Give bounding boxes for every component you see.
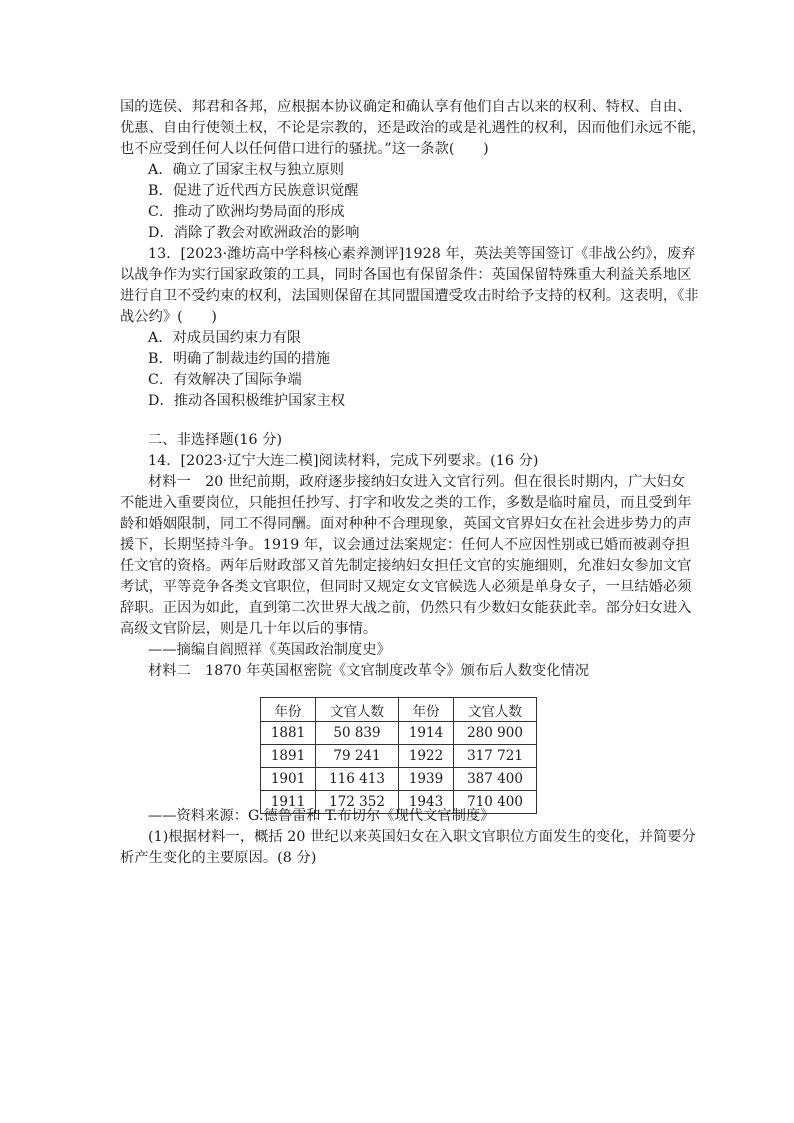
q13-option-c: C．有效解决了国际争端 [148,372,302,388]
q13-option-a: A．对成员国约束力有限 [148,330,302,346]
material1-line-5: 任文官的资格。两年后财政部又首先制定接纳妇女担任文官的实施细则，允准妇女参加文官 [120,558,692,574]
table-header-cell: 年份 [399,698,454,722]
table-header-cell: 文官人数 [454,698,537,722]
civil-servant-table [260,697,537,814]
sub-question-1-line-1: (1)根据材料一，概括 20 世纪以来英国妇女在入职文官职位方面发生的变化，并简要分 [148,829,696,845]
material1-line-8: 高级文官阶层，则是几十年以后的事情。 [120,621,378,637]
material2-title: 材料二 1870 年英国枢密院《文官制度改革令》颁布后人数变化情况 [148,663,590,679]
q12-option-d: D．消除了教会对欧洲政治的影响 [148,225,360,241]
table-cell: 317 721 [454,745,537,768]
table-cell: 172 352 [316,791,399,814]
q13-stem-line-2: 以战争作为实行国家政策的工具，同时各国也有保留条件：英国保留特殊重大利益关系地区 [120,267,692,283]
material1-line-1: 材料一 20 世纪前期，政府逐步接纳妇女进入文官行列。但在很长时期内，广大妇女 [148,474,686,490]
table-header-cell: 年份 [261,698,316,722]
table-cell: 1901 [261,768,316,791]
table-cell: 1881 [261,722,316,745]
q12-option-c: C．推动了欧洲均势局面的形成 [148,204,345,220]
material1-line-6: 考试，平等竞争各类文官职位，但同时又规定女文官候选人必须是单身女子，一旦结婚必须 [120,579,692,595]
q14-intro: 14．[2023·辽宁大连二模]阅读材料，完成下列要求。(16 分) [148,453,539,469]
table-cell: 50 839 [316,722,399,745]
table-cell: 710 400 [454,791,537,814]
q13-stem-line-3: 进行自卫不受约束的权利，法国则保留在其同盟国遭受攻击时给予支持的权利。这表明，《非 [120,288,699,304]
q13-stem-line-4: 战公约》( ) [120,309,217,325]
q12-option-b: B．促进了近代西方民族意识觉醒 [148,183,359,199]
table-header-row [261,698,537,722]
material2-source: ——资料来源：G.德鲁雷和 T.布切尔《现代文官制度》 [148,808,495,824]
table-cell: 1914 [399,722,454,745]
q13-option-d: D．推动各国积极维护国家主权 [148,393,346,409]
table-cell: 79 241 [316,745,399,768]
material1-line-4: 援下，长期坚持斗争。1919 年，议会通过法案规定：任何人不应因性别或已婚而被剥夺担 [120,537,690,553]
table-cell: 1911 [261,791,316,814]
material1-line-2: 不能进入重要岗位，只能担任抄写、打字和收发之类的工作，多数是临时雇员，而且受到年 [120,495,692,511]
table-cell: 387 400 [454,768,537,791]
table-cell: 1939 [399,768,454,791]
q13-option-b: B．明确了制裁违约国的措施 [148,351,330,367]
table-cell: 280 900 [454,722,537,745]
material1-line-7: 辞职。正因为如此，直到第二次世界大战之前，仍然只有少数妇女能获此幸。部分妇女进入 [120,600,692,616]
table-cell: 116 413 [316,768,399,791]
table-cell: 1922 [399,745,454,768]
q12-text-line-2: 优惠、自由行使领土权，不论是宗教的，还是政治的或是礼遇性的权利，因而他们永远不能， [120,120,706,136]
table-row [261,722,537,745]
table-row [261,745,537,768]
section-title: 二、非选择题(16 分) [148,432,283,448]
sub-question-1-line-2: 析产生变化的主要原因。(8 分) [120,850,317,866]
table-row [261,768,537,791]
material1-source: ——摘编自阎照祥《英国政治制度史》 [148,642,391,658]
table-cell: 1891 [261,745,316,768]
material1-line-3: 龄和婚姻限制，同工不得同酬。面对种种不合理现象，英国文官界妇女在社会进步势力的声 [120,516,692,532]
q12-option-a: A．确立了国家主权与独立原则 [148,162,345,178]
q12-text-line-1: 国的选侯、邦君和各邦，应根据本协议确定和确认享有他们自古以来的权利、特权、自由、 [120,99,692,115]
q13-stem-line-1: 13．[2023·潍坊高中学科核心素养测评]1928 年，英法美等国签订《非战公约》，废弃 [148,246,696,262]
table-header-cell: 文官人数 [316,698,399,722]
q12-text-line-3: 也不应受到任何人以任何借口进行的骚扰。”这一条款( ) [120,141,489,157]
table-cell: 1943 [399,791,454,814]
